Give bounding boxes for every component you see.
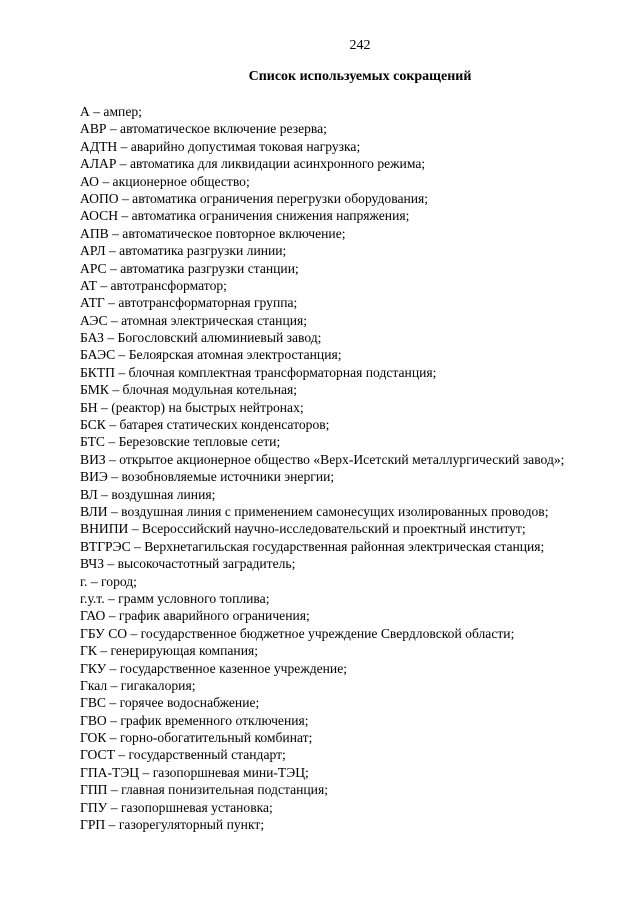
abbreviation-entry: АОСН – автоматика ограничения снижения напряжения; (80, 208, 410, 224)
abbreviation-entry: ГАО – график аварийного ограничения; (80, 608, 310, 624)
abbreviation-entry: ВТГРЭС – Верхнетагильская государственная районная электрическая станция; (80, 538, 545, 554)
abbreviation-entry: АРЛ – автоматика разгрузки линии; (80, 243, 287, 259)
page-title: Список используемых сокращений (248, 69, 472, 84)
abbreviation-entry: ГПА-ТЭЦ – газопоршневая мини-ТЭЦ; (80, 764, 309, 780)
abbreviation-entry: ВЧЗ – высокочастотный заградитель; (80, 556, 296, 572)
abbreviation-entry: БКТП – блочная комплектная трансформаторная подстанция; (80, 364, 437, 380)
abbreviation-entry: ВЛ – воздушная линия; (80, 486, 216, 502)
abbreviation-entry: АТ – автотрансформатор; (80, 277, 227, 293)
abbreviation-entry: ВИЗ – открытое акционерное общество «Верх-Исетский металлургический завод»; (80, 451, 565, 467)
abbreviation-entry: ГРП – газорегуляторный пункт; (80, 817, 265, 833)
abbreviation-entry: ГВО – график временного отключения; (80, 712, 309, 728)
abbreviation-entry: АВР – автоматическое включение резерва; (80, 121, 327, 137)
abbreviation-entry: БАЗ – Богословский алюминиевый завод; (80, 330, 322, 346)
abbreviation-entry: ГОК – горно-обогатительный комбинат; (80, 730, 313, 746)
abbreviation-entry: ГК – генерирующая компания; (80, 643, 258, 659)
abbreviation-list (80, 103, 635, 833)
abbreviation-entry: АЛАР – автоматика для ликвидации асинхронного режима; (80, 156, 426, 172)
abbreviation-entry: АЭС – атомная электрическая станция; (80, 312, 308, 328)
abbreviation-entry: ГБУ СО – государственное бюджетное учреждение Свердловской области; (80, 625, 515, 641)
abbreviation-entry: ГПП – главная понизительная подстанция; (80, 782, 328, 798)
abbreviation-entry: ВИЭ – возобновляемые источники энергии; (80, 469, 335, 485)
abbreviation-entry: БМК – блочная модульная котельная; (80, 382, 298, 398)
abbreviation-entry: ГПУ – газопоршневая установка; (80, 799, 273, 815)
abbreviation-entry: БТС – Березовские тепловые сети; (80, 434, 281, 450)
abbreviation-entry: АПВ – автоматическое повторное включение; (80, 225, 346, 241)
abbreviation-entry: ГОСТ – государственный стандарт; (80, 747, 286, 763)
abbreviation-entry: АО – акционерное общество; (80, 173, 250, 189)
abbreviation-entry: А – ампер; (80, 104, 142, 119)
abbreviation-entry: г.у.т. – грамм условного топлива; (80, 590, 270, 606)
abbreviation-entry: ВНИПИ – Всероссийский научно-исследовательский и проектный институт; (80, 521, 526, 537)
abbreviation-entry: БН – (реактор) на быстрых нейтронах; (80, 399, 304, 415)
abbreviation-entry: БСК – батарея статических конденсаторов; (80, 417, 330, 433)
abbreviation-entry: Гкал – гигакалория; (80, 677, 196, 693)
abbreviation-entry: г. – город; (80, 573, 137, 589)
abbreviation-entry: ГКУ – государственное казенное учреждение; (80, 660, 348, 676)
abbreviation-entry: БАЭС – Белоярская атомная электростанция; (80, 347, 342, 363)
abbreviation-entry: ГВС – горячее водоснабжение; (80, 695, 260, 711)
abbreviation-entry: АРС – автоматика разгрузки станции; (80, 260, 299, 276)
abbreviation-entry: АОПО – автоматика ограничения перегрузки оборудования; (80, 190, 429, 206)
page-number: 242 (349, 38, 371, 53)
abbreviation-entry: АДТН – аварийно допустимая токовая нагрузка; (80, 138, 361, 154)
abbreviation-entry: АТГ – автотрансформаторная группа; (80, 295, 298, 311)
abbreviation-entry: ВЛИ – воздушная линия с применением самонесущих изолированных проводов; (80, 503, 549, 519)
